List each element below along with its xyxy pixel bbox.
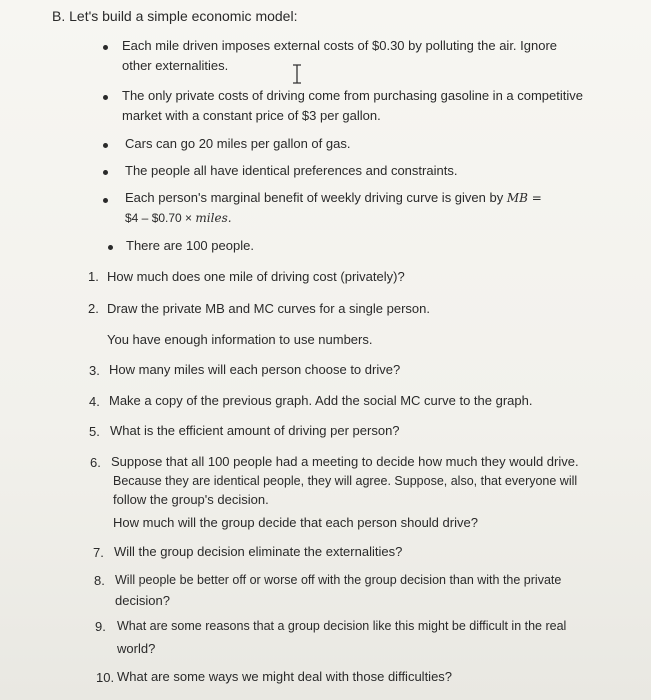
question-number: 3. <box>89 363 100 378</box>
bullet-5-math: MB = <box>506 191 542 205</box>
question-7-line-1: Will the group decision eliminate the externalities? <box>114 544 403 559</box>
section-heading: B. Let's build a simple economic model: <box>52 8 298 24</box>
bullet-dot <box>108 245 113 250</box>
bullet-5-line-2 <box>125 209 232 227</box>
bullet-5-formula-var: miles. <box>195 211 232 225</box>
question-number: 2. <box>88 301 99 316</box>
question-10-line-1: What are some ways we might deal with those difficulties? <box>117 669 453 684</box>
question-number: 6. <box>90 455 101 470</box>
question-number: 5. <box>89 424 100 439</box>
question-2-line-2: You have enough information to use numbers. <box>107 332 373 347</box>
question-6-line-1: Suppose that all 100 people had a meeting to decide how much they would drive. <box>111 454 579 469</box>
question-number: 1. <box>88 269 99 284</box>
question-number: 7. <box>93 545 104 560</box>
question-1-line-1: How much does one mile of driving cost (privately)? <box>107 269 405 284</box>
text-cursor-icon <box>291 64 303 84</box>
bullet-dot <box>103 170 108 175</box>
question-5-line-1: What is the efficient amount of driving per person? <box>110 423 400 438</box>
question-number: 9. <box>95 619 106 634</box>
question-3-line-1: How many miles will each person choose to drive? <box>109 362 401 377</box>
bullet-3-line-1: Cars can go 20 miles per gallon of gas. <box>125 136 351 151</box>
question-9-line-2: world? <box>117 641 156 656</box>
bullet-dot <box>103 198 108 203</box>
question-8-line-2: decision? <box>115 593 170 608</box>
bullet-5-text: Each person's marginal benefit of weekly driving curve is given by <box>125 190 507 205</box>
bullet-5-line-1 <box>125 189 542 207</box>
bullet-2-line-1: The only private costs of driving come from purchasing gasoline in a competitive <box>122 88 583 103</box>
question-number: 8. <box>94 573 105 588</box>
bullet-dot <box>103 95 108 100</box>
question-number: 4. <box>89 394 100 409</box>
question-number: 10. <box>96 670 115 685</box>
question-8-line-1: Will people be better off or worse off with the group decision than with the private <box>115 573 562 587</box>
question-6-line-2: Because they are identical people, they will agree. Suppose, also, that everyone will <box>113 474 578 488</box>
bullet-1-line-2: other externalities. <box>122 58 229 73</box>
bullet-dot <box>103 45 108 50</box>
bullet-4-line-1: The people all have identical preferences and constraints. <box>125 163 458 178</box>
bullet-2-line-2: market with a constant price of $3 per gallon. <box>122 108 381 123</box>
bullet-dot <box>103 143 108 148</box>
bullet-5-formula: $4 – $0.70 × <box>125 211 196 225</box>
bullet-1-line-1: Each mile driven imposes external costs of $0.30 by polluting the air. Ignore <box>122 38 558 53</box>
question-2-line-1: Draw the private MB and MC curves for a single person. <box>107 301 430 316</box>
question-6-line-3: follow the group's decision. <box>113 492 269 507</box>
question-6-line-4: How much will the group decide that each person should drive? <box>113 515 478 530</box>
bullet-6-line-1: There are 100 people. <box>126 238 254 253</box>
question-4-line-1: Make a copy of the previous graph. Add the social MC curve to the graph. <box>109 393 533 408</box>
question-9-line-1: What are some reasons that a group decision like this might be difficult in the real <box>117 619 567 633</box>
